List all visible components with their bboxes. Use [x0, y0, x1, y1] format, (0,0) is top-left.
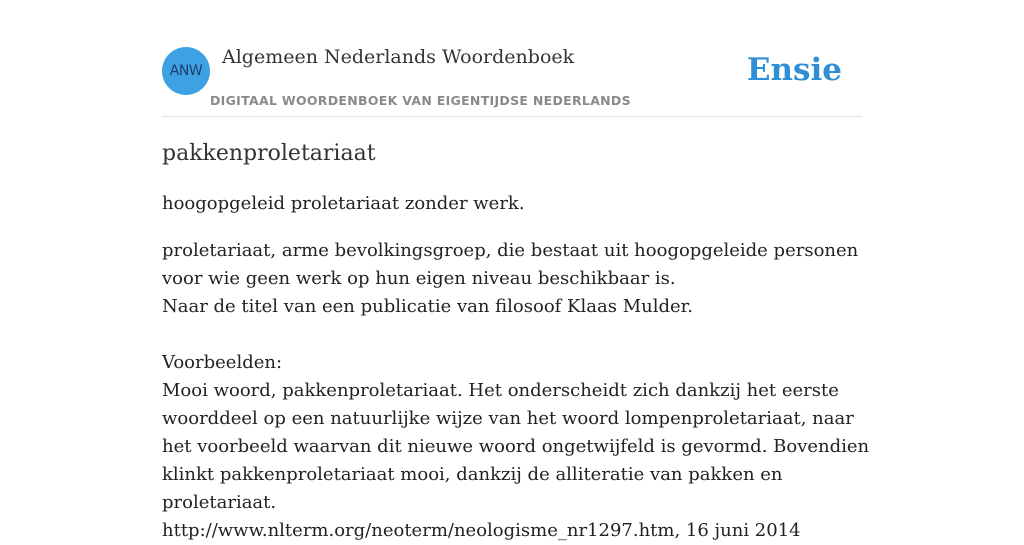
anw-logo[interactable]: ANW [162, 47, 210, 95]
entry-body: proletariaat, arme bevolkingsgroep, die bestaat uit hoogopgeleide personen voor wie geen werk op hun eigen niveau beschikbaar is. Naar de titel van een publicatie van filosoof Klaas Mulder. Voorbeelden: Mooi woord, pakkenproletariaat. Het onderscheidt zich dankzij het eerste woorddeel op een natuurlijke wijze van het woord lompenproletariaat, naar het voorbeeld waarvan dit nieuwe woord ongetwijfeld is gevormd. Bovendien klinkt pakkenproletariaat mooi, dankzij de alliteratie van pakken en proletariaat. http://www.nlterm.org/neoterm/neologisme_nr1297.htm, 16 juni 2014 [162, 240, 870, 541]
header [162, 46, 862, 117]
site-title[interactable]: Algemeen Nederlands Woordenboek [222, 46, 575, 68]
entry-headword: pakkenproletariaat [162, 141, 376, 166]
site-subtitle: DIGITAAL WOORDENBOEK VAN EIGENTIJDSE NEDERLANDS [210, 93, 631, 108]
entry-definition: hoogopgeleid proletariaat zonder werk. [162, 193, 525, 214]
entry-content [162, 138, 872, 545]
ensie-brand-link[interactable]: Ensie [746, 52, 842, 88]
